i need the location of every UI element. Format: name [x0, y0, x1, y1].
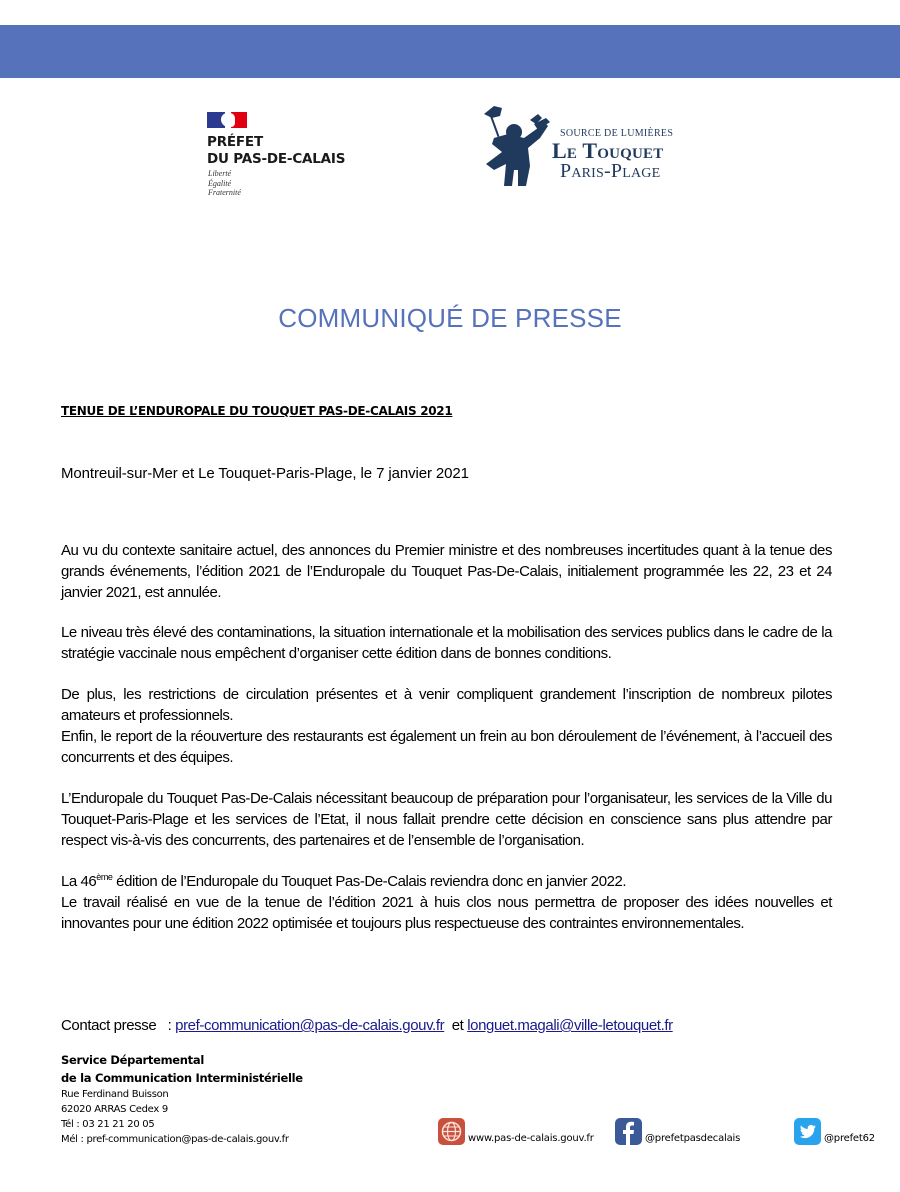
twitter-link[interactable]: @prefet62 — [794, 1115, 875, 1145]
page-title: COMMUNIQUÉ DE PRESSE — [278, 303, 622, 333]
press-subject: TENUE DE L’ENDUROPALE DU TOUQUET PAS-DE-CALAIS 2021 — [61, 404, 453, 418]
prefecture-name: PRÉFET DU PAS-DE-CALAIS — [207, 134, 346, 167]
service-address-block: Service Départemental de la Communication Interministérielle Rue Ferdinand Buisson 62020 ARRAS Cedex 9 Tél : 03 21 21 20 05 Mél : pref-communication@pas-de-calais.gouv.fr — [61, 1053, 303, 1145]
paragraph-1: Au vu du contexte sanitaire actuel, des annonces du Premier ministre et des nombreuses incertitudes quant à la tenue des grands événements, l’édition 2021 de l’Enduropale du Touquet Pas-De-Calais, initialement programmée les 22, 23 et 24 janvier 2021, est annulée. — [61, 542, 832, 601]
facebook-link[interactable]: @prefetpasdecalais — [615, 1115, 740, 1145]
dateline: Montreuil-sur-Mer et Le Touquet-Paris-Plage, le 7 janvier 2021 — [61, 465, 469, 482]
globe-icon — [438, 1118, 465, 1145]
paragraph-5: La 46ème édition de l’Enduropale du Touquet Pas-De-Calais reviendra donc en janvier 2022. Le travail réalisé en vue de la tenue de l’édition 2021 à huis clos nous permettra de proposer des idées nouvelles et innovantes pour une édition 2022 optimisée et toujours plus respectueuse des contraintes environnementales. — [61, 872, 832, 932]
paragraph-3: De plus, les restrictions de circulation présentes et à venir compliquent grandement l’inscription de nombreux pilotes amateurs et professionnels. Enfin, le report de la réouverture des restaurants est également un frein au bon déroulement de l’événement, à l’accueil des concurrents et des équipes. — [61, 686, 832, 766]
paragraph-4: L’Enduropale du Touquet Pas-De-Calais nécessitant beaucoup de préparation pour l’organisateur, les services de la Ville du Touquet-Paris-Plage et les services de l’Etat, il nous fallait prendre cette décision en conscience sans plus attendre par respect vis-à-vis des concurrents, des partenaires et de l’ensemble de l’organisation. — [61, 790, 832, 849]
contact-email-touquet[interactable]: longuet.magali@ville-letouquet.fr — [467, 1017, 673, 1034]
press-contact: Contact presse : pref-communication@pas-de-calais.gouv.fr et longuet.magali@ville-letouquet.fr — [61, 1017, 673, 1034]
le-touquet-logo: SOURCE DE LUMIÈRES Le Touquet Paris-Plage — [480, 104, 690, 190]
prefecture-logo — [207, 112, 357, 198]
twitter-icon — [794, 1118, 821, 1145]
header-band — [0, 25, 900, 78]
marianne-flag-icon — [207, 112, 247, 128]
edition-sentence: La 46ème édition de l’Enduropale du Touquet Pas-De-Calais reviendra donc en janvier 2022. — [61, 872, 627, 890]
paragraph-2: Le niveau très élevé des contaminations, la situation internationale et la mobilisation des services publics dans le cadre de la stratégie vaccinale nous empêchent d’organiser cette édition dans de bonnes conditions. — [61, 624, 832, 662]
contact-label: Contact presse : — [61, 1017, 176, 1034]
contact-email-prefecture[interactable]: pref-communication@pas-de-calais.gouv.fr — [175, 1017, 445, 1034]
website-link[interactable]: www.pas-de-calais.gouv.fr — [438, 1115, 594, 1145]
republic-motto: Liberté Égalité Fraternité — [208, 169, 241, 197]
golfer-boy-icon — [480, 104, 555, 188]
facebook-icon — [615, 1118, 642, 1145]
